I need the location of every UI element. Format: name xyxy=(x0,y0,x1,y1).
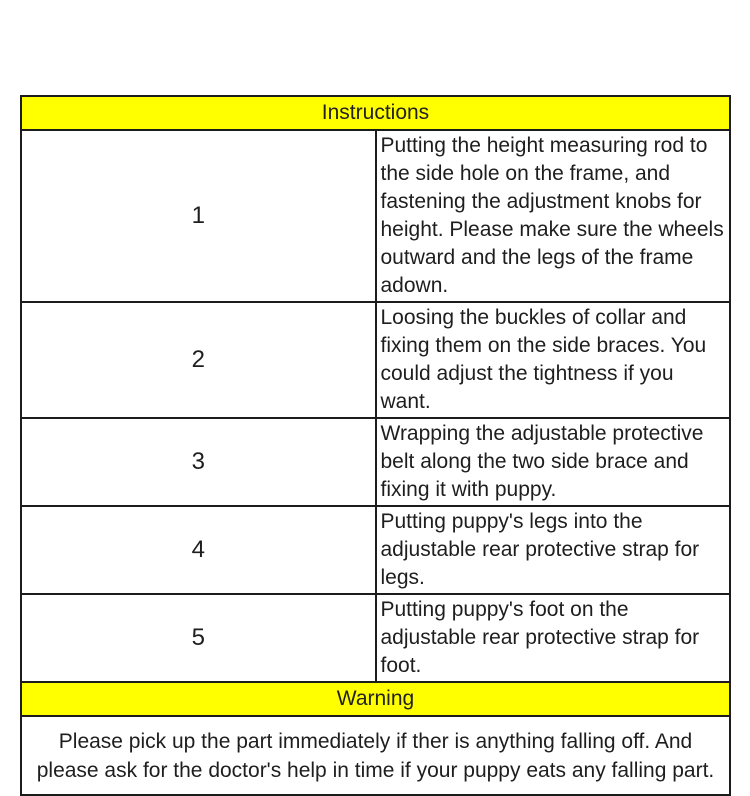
step-text: Putting puppy's foot on the adjustable rear protective strap for foot. xyxy=(376,594,731,682)
table-row xyxy=(21,130,730,302)
step-number: 2 xyxy=(21,302,376,418)
table-row xyxy=(21,302,730,418)
instructions-table xyxy=(20,95,731,796)
instructions-header: Instructions xyxy=(21,96,730,130)
step-number: 1 xyxy=(21,130,376,302)
step-text: Wrapping the adjustable protective belt along the two side brace and fixing it with puppy. xyxy=(376,418,731,506)
step-number: 3 xyxy=(21,418,376,506)
instructions-header-row xyxy=(21,96,730,130)
step-number: 5 xyxy=(21,594,376,682)
step-text: Loosing the buckles of collar and fixing them on the side braces. You could adjust the tightness if you want. xyxy=(376,302,731,418)
warning-header: Warning xyxy=(21,682,730,716)
warning-text-row xyxy=(21,716,730,795)
instruction-sheet xyxy=(20,95,731,796)
step-text: Putting puppy's legs into the adjustable rear protective strap for legs. xyxy=(376,506,731,594)
table-row xyxy=(21,418,730,506)
table-row xyxy=(21,506,730,594)
step-number: 4 xyxy=(21,506,376,594)
table-row xyxy=(21,594,730,682)
step-text: Putting the height measuring rod to the side hole on the frame, and fastening the adjustment knobs for height. Please make sure the wheels outward and the legs of the frame adown. xyxy=(376,130,731,302)
warning-text: Please pick up the part immediately if ther is anything falling off. And please ask for the doctor's help in time if your puppy eats any falling part. xyxy=(21,716,730,795)
warning-header-row xyxy=(21,682,730,716)
